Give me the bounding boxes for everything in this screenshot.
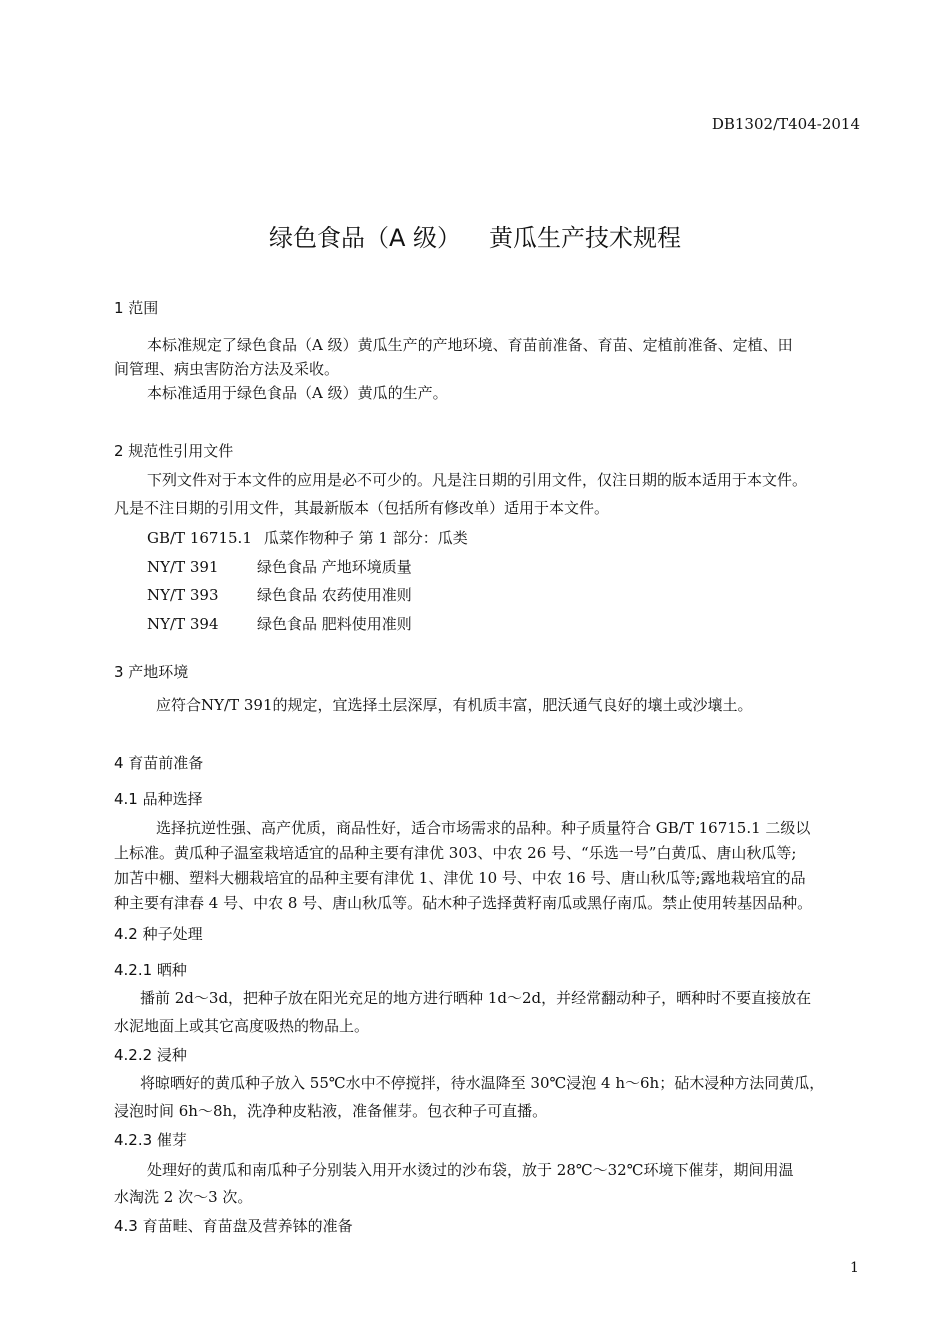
section-1-para-2: 本标准适用于绿色食品（A 级）黄瓜的生产。 (147, 384, 448, 402)
reference-code: NY/T 394 (147, 615, 219, 633)
reference-item (147, 584, 412, 605)
reference-code: NY/T 393 (147, 586, 219, 604)
section-2-para-line-2: 凡是不注日期的引用文件，其最新版本（包括所有修改单）适用于本文件。 (114, 499, 610, 517)
section-4-2-3-line-2: 水淘洗 2 次～3 次。 (114, 1188, 253, 1206)
section-2-heading: 2 规范性引用文件 (114, 442, 234, 460)
reference-item (147, 527, 468, 548)
section-4-2-2-heading: 4.2.2 浸种 (114, 1046, 187, 1064)
section-4-3-heading: 4.3 育苗畦、育苗盘及营养钵的准备 (114, 1217, 353, 1235)
section-4-2-1-heading: 4.2.1 晒种 (114, 961, 187, 979)
section-4-2-1-line-2: 水泥地面上或其它高度吸热的物品上。 (114, 1017, 370, 1035)
reference-item (147, 556, 412, 577)
section-4-1-line-1: 选择抗逆性强、高产优质，商品性好，适合市场需求的品种。种子质量符合 GB/T 16715.1 二级以 (156, 819, 811, 837)
document-title (0, 218, 950, 253)
page-number: 1 (850, 1260, 859, 1276)
section-4-2-1-line-1: 播前 2d～3d，把种子放在阳光充足的地方进行晒种 1d～2d，并经常翻动种子，晒种时不要直接放在 (140, 989, 812, 1007)
standard-code: DB1302/T404-2014 (711, 115, 860, 133)
section-4-heading: 4 育苗前准备 (114, 754, 204, 772)
section-2-para-line-1: 下列文件对于本文件的应用是必不可少的。凡是注日期的引用文件，仅注日期的版本适用于本文件。 (147, 471, 808, 489)
section-4-2-2-line-1: 将晾晒好的黄瓜种子放入 55℃水中不停搅拌，待水温降至 30℃浸泡 4 h～6h；砧木浸种方法同黄瓜， (140, 1074, 825, 1092)
section-4-1-line-2: 上标准。黄瓜种子温室栽培适宜的品种主要有津优 303、中农 26 号、“乐选一号”白黄瓜、唐山秋瓜等; (114, 844, 797, 862)
title-part-2: 黄瓜生产技术规程 (489, 224, 682, 252)
reference-title: 绿色食品 肥料使用准则 (257, 615, 412, 633)
reference-item (147, 613, 412, 634)
reference-title: 绿色食品 产地环境质量 (257, 558, 412, 576)
section-4-2-2-line-2: 浸泡时间 6h～8h，洗净种皮粘液，准备催芽。包衣种子可直播。 (114, 1102, 548, 1120)
section-1-heading: 1 范围 (114, 299, 159, 317)
section-4-1-heading: 4.1 品种选择 (114, 790, 203, 808)
reference-title: 绿色食品 农药使用准则 (257, 586, 412, 604)
section-1-para-1-line-1: 本标准规定了绿色食品（A 级）黄瓜生产的产地环境、育苗前准备、育苗、定植前准备、定植、田 (147, 336, 793, 354)
reference-code: GB/T 16715.1 (147, 529, 252, 547)
section-4-1-line-3: 加苫中棚、塑料大棚栽培宜的品种主要有津优 1、津优 10 号、中农 16 号、唐山秋瓜等;露地栽培宜的品 (114, 869, 806, 887)
title-part-1: 绿色食品（A 级） (268, 224, 462, 252)
section-4-2-3-heading: 4.2.3 催芽 (114, 1131, 187, 1149)
reference-title: 瓜菜作物种子 第 1 部分：瓜类 (263, 529, 468, 547)
section-1-para-1-line-2: 间管理、病虫害防治方法及采收。 (114, 360, 340, 378)
section-4-1-line-4: 种主要有津春 4 号、中农 8 号、唐山秋瓜等。砧木种子选择黄籽南瓜或黑仔南瓜。禁止使用转基因品种。 (114, 894, 813, 912)
section-3-para: 应符合NY/T 391的规定，宜选择土层深厚，有机质丰富，肥沃通气良好的壤土或沙壤土。 (156, 696, 753, 714)
section-3-heading: 3 产地环境 (114, 663, 189, 681)
section-4-2-heading: 4.2 种子处理 (114, 925, 203, 943)
section-4-2-3-line-1: 处理好的黄瓜和南瓜种子分别装入用开水烫过的沙布袋，放于 28℃～32℃环境下催芽，期间用温 (147, 1161, 794, 1179)
reference-code: NY/T 391 (147, 558, 219, 576)
